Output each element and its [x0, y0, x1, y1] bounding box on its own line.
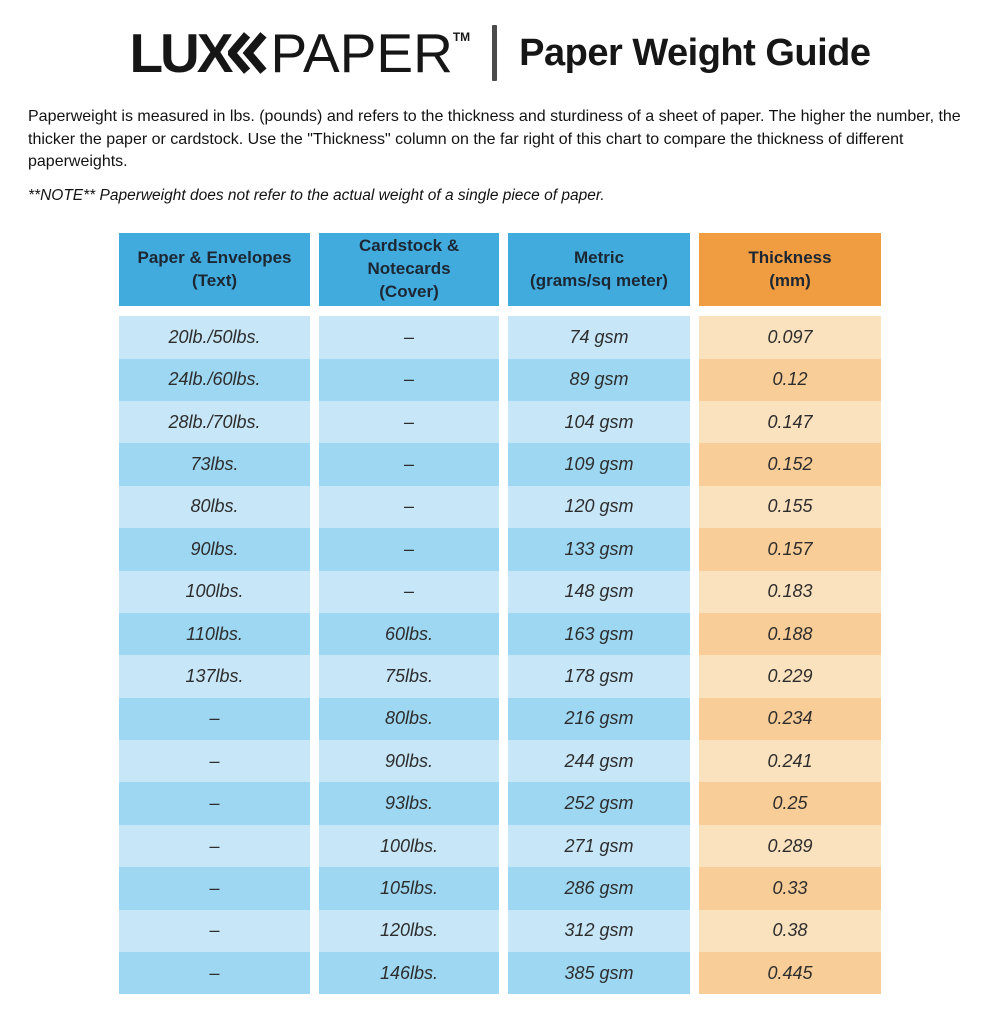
table-cell: 0.445: [699, 952, 881, 994]
table-cell: –: [119, 698, 310, 740]
table-cell: 0.289: [699, 825, 881, 867]
column-header-line1: Metric: [573, 247, 625, 267]
column-header-thickness: [699, 233, 881, 306]
table-row: [119, 910, 881, 952]
table-cell: 0.155: [699, 486, 881, 528]
table-row: [119, 740, 881, 782]
table-cell: 137lbs.: [119, 655, 310, 697]
masthead: [0, 20, 1000, 86]
table-cell: 385 gsm: [508, 952, 690, 994]
table-cell: 75lbs.: [319, 655, 499, 697]
column-header-line1: Paper & Envelopes: [137, 247, 292, 267]
table-cell: 20lb./50lbs.: [119, 316, 310, 358]
table-cell: 0.234: [699, 698, 881, 740]
table-cell: 0.241: [699, 740, 881, 782]
column-header-paper-envelopes: [119, 233, 310, 306]
table-row: [119, 655, 881, 697]
page-title: Paper Weight Guide: [519, 32, 871, 74]
table-cell: 105lbs.: [319, 867, 499, 909]
table-cell: 60lbs.: [319, 613, 499, 655]
table-cell: –: [119, 740, 310, 782]
table-cell: 216 gsm: [508, 698, 690, 740]
column-header-cardstock-notecards: [319, 233, 499, 306]
table-cell: 0.147: [699, 401, 881, 443]
table-cell: 74 gsm: [508, 316, 690, 358]
table-cell: 120lbs.: [319, 910, 499, 952]
table-cell: 24lb./60lbs.: [119, 359, 310, 401]
table-cell: –: [319, 486, 499, 528]
table-cell: –: [319, 316, 499, 358]
logo-lux-text: LUX: [129, 21, 231, 84]
table-cell: 0.25: [699, 782, 881, 824]
table-cell: 73lbs.: [119, 443, 310, 485]
table-cell: 0.188: [699, 613, 881, 655]
table-cell: –: [119, 910, 310, 952]
table-row: [119, 443, 881, 485]
table-cell: –: [319, 571, 499, 613]
table-cell: 28lb./70lbs.: [119, 401, 310, 443]
table-row: [119, 825, 881, 867]
table-cell: –: [119, 867, 310, 909]
table-header-row: [119, 233, 881, 306]
column-header-line1: Cardstock & Notecards: [358, 236, 460, 279]
table-cell: 244 gsm: [508, 740, 690, 782]
lux-paper-logo: [129, 21, 471, 84]
intro-paragraph: Paperweight is measured in lbs. (pounds) and refers to the thickness and sturdiness of a sheet of paper. The higher the number, the thicker the paper or cardstock. Use the "Thickness" column on the far right of this chart to compare the thickness of different paperweights.: [28, 108, 961, 171]
table-cell: 252 gsm: [508, 782, 690, 824]
table-cell: 109 gsm: [508, 443, 690, 485]
table-cell: 100lbs.: [319, 825, 499, 867]
table-cell: 178 gsm: [508, 655, 690, 697]
table-cell: 0.12: [699, 359, 881, 401]
column-header-line2: (grams/sq meter): [530, 270, 668, 290]
table-cell: 148 gsm: [508, 571, 690, 613]
note-text: **NOTE** Paperweight does not refer to the actual weight of a single piece of paper.: [28, 187, 605, 205]
table-cell: 286 gsm: [508, 867, 690, 909]
column-header-line2: (mm): [769, 270, 811, 290]
table-cell: 0.152: [699, 443, 881, 485]
double-left-chevron-icon: [228, 30, 268, 76]
table-cell: 93lbs.: [319, 782, 499, 824]
table-row: [119, 486, 881, 528]
page: [0, 20, 1000, 994]
column-header-metric: [508, 233, 690, 306]
table-cell: –: [319, 401, 499, 443]
paper-weight-table: [119, 233, 881, 994]
table-cell: 80lbs.: [119, 486, 310, 528]
table-cell: 90lbs.: [119, 528, 310, 570]
table-row: [119, 359, 881, 401]
table-cell: 100lbs.: [119, 571, 310, 613]
table-row: [119, 613, 881, 655]
table-cell: 271 gsm: [508, 825, 690, 867]
table-cell: –: [319, 528, 499, 570]
table-body: [119, 316, 881, 994]
table-cell: –: [119, 952, 310, 994]
table-cell: 104 gsm: [508, 401, 690, 443]
table-row: [119, 782, 881, 824]
table-row: [119, 316, 881, 358]
table-row: [119, 867, 881, 909]
table-cell: 0.33: [699, 867, 881, 909]
table-cell: 0.229: [699, 655, 881, 697]
table-row: [119, 952, 881, 994]
table-cell: –: [119, 782, 310, 824]
logo-paper-text: PAPER: [270, 21, 453, 84]
table-cell: 80lbs.: [319, 698, 499, 740]
table-cell: –: [319, 359, 499, 401]
table-cell: 0.183: [699, 571, 881, 613]
table-cell: 110lbs.: [119, 613, 310, 655]
column-header-line2: (Cover): [379, 282, 439, 302]
table-cell: 120 gsm: [508, 486, 690, 528]
table-row: [119, 528, 881, 570]
table-row: [119, 698, 881, 740]
table-cell: –: [319, 443, 499, 485]
table-cell: 133 gsm: [508, 528, 690, 570]
column-header-line1: Thickness: [748, 247, 832, 267]
table-cell: –: [119, 825, 310, 867]
table-cell: 163 gsm: [508, 613, 690, 655]
table-row: [119, 401, 881, 443]
column-header-line2: (Text): [192, 270, 238, 290]
table-cell: 90lbs.: [319, 740, 499, 782]
logo-trademark: TM: [452, 29, 471, 44]
table-cell: 89 gsm: [508, 359, 690, 401]
table-cell: 0.097: [699, 316, 881, 358]
table-cell: 312 gsm: [508, 910, 690, 952]
table-cell: 0.157: [699, 528, 881, 570]
table-row: [119, 571, 881, 613]
table-cell: 146lbs.: [319, 952, 499, 994]
table-cell: 0.38: [699, 910, 881, 952]
header-divider: [492, 25, 497, 81]
